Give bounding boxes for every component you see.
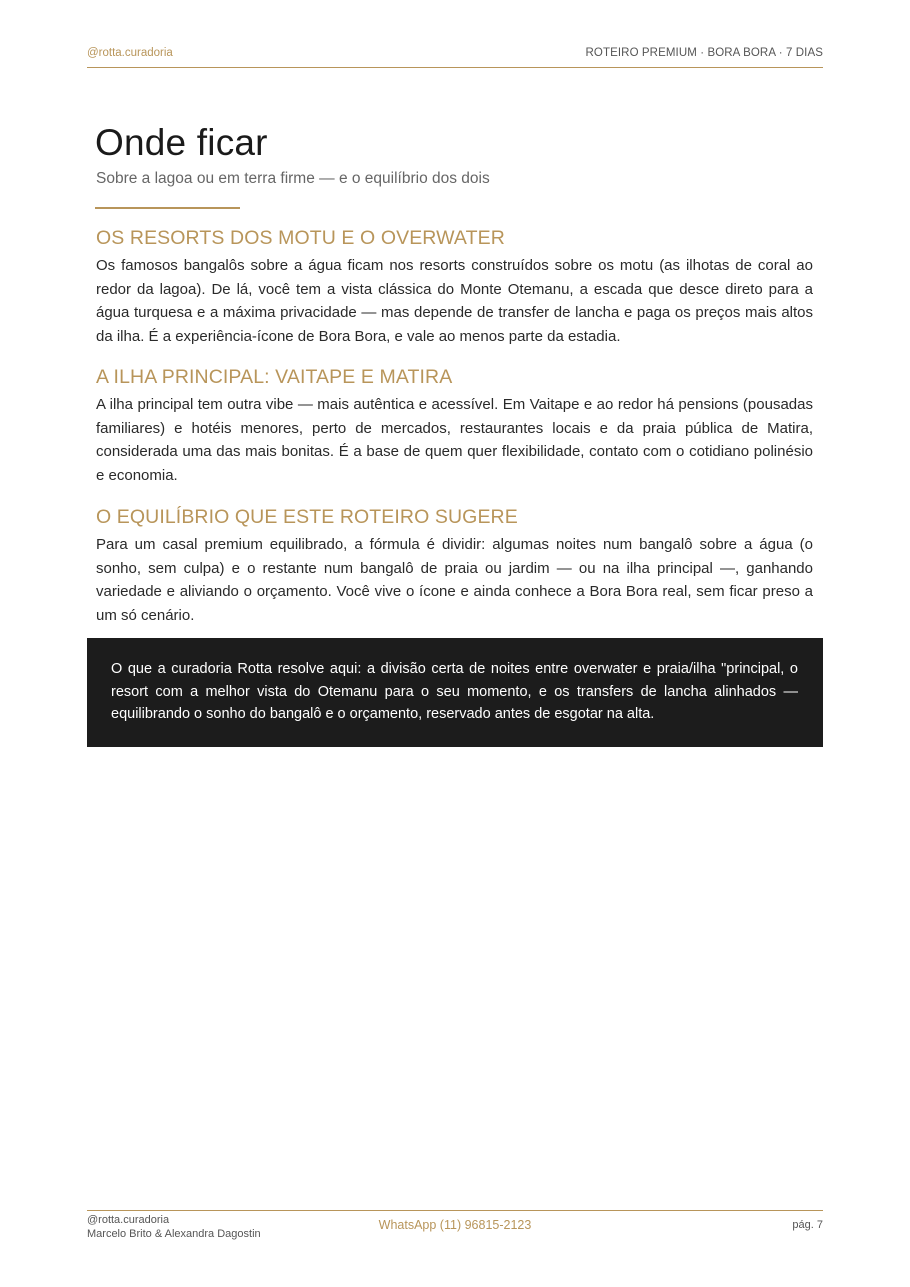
curadoria-callout-box [87, 638, 823, 747]
section-heading-resorts: OS RESORTS DOS MOTU E O OVERWATER [96, 227, 505, 249]
page-subtitle: Sobre a lagoa ou em terra firme — e o equilíbrio dos dois [96, 170, 490, 187]
footer-authors: Marcelo Brito & Alexandra Dagostin [87, 1228, 261, 1240]
section-heading-main-island: A ILHA PRINCIPAL: VAITAPE E MATIRA [96, 366, 453, 388]
title-divider [95, 207, 240, 209]
footer-whatsapp-link[interactable]: WhatsApp (11) 96815-2123 [378, 1218, 532, 1232]
section-body-balance: Para um casal premium equilibrado, a fórmula é dividir: algumas noites num bangalô sobre a água (o sonho, sem culpa) e o restante num bangalô de praia ou jardim — ou na ilha principal —, ganhando variedade e aliviando o orçamento. Você vive o ícone e ainda conhece a Bora Bora real, sem ficar preso a um só cenário. [96, 536, 813, 624]
section-heading-balance: O EQUILÍBRIO QUE ESTE ROTEIRO SUGERE [96, 506, 518, 528]
section-body-main-island: A ilha principal tem outra vibe — mais autêntica e acessível. Em Vaitape e ao redor há pensions (pousadas familiares) e hotéis menores, perto de mercados, restaurantes locais e da praia pública de Matira, considerada uma das mais bonitas. É a base de quem quer flexibilidade, contato com o cotidiano polinésio e economia. [96, 396, 813, 484]
section-body-resorts: Os famosos bangalôs sobre a água ficam nos resorts construídos sobre os motu (as ilhotas de coral ao redor da lagoa). De lá, você tem a vista clássica do Monte Otemanu, a escada que desce direto para a água turquesa e a máxima privacidade — mas depende de transfer de lancha e paga os preços mais altos da ilha. É a experiência-ícone de Bora Bora, e vale ao menos parte da estadia. [96, 257, 813, 345]
page-title: Onde ficar [95, 122, 268, 163]
callout-text: O que a curadoria Rotta resolve aqui: a divisão certa de noites entre overwater e praia/ilha "principal, o resort com a melhor vista do Otemanu para o seu momento, e os transfers de lancha alinhados — equilibrando o sonho do bangalô e o orçamento, reservado antes de esgotar na alta. [111, 661, 798, 722]
page-footer [87, 1210, 823, 1243]
footer-page-number: pág. 7 [792, 1219, 823, 1231]
page-header [87, 46, 823, 68]
header-handle: @rotta.curadoria [87, 47, 173, 59]
header-doc-label: ROTEIRO PREMIUM · BORA BORA · 7 DIAS [585, 47, 823, 59]
footer-handle: @rotta.curadoria [87, 1214, 170, 1226]
